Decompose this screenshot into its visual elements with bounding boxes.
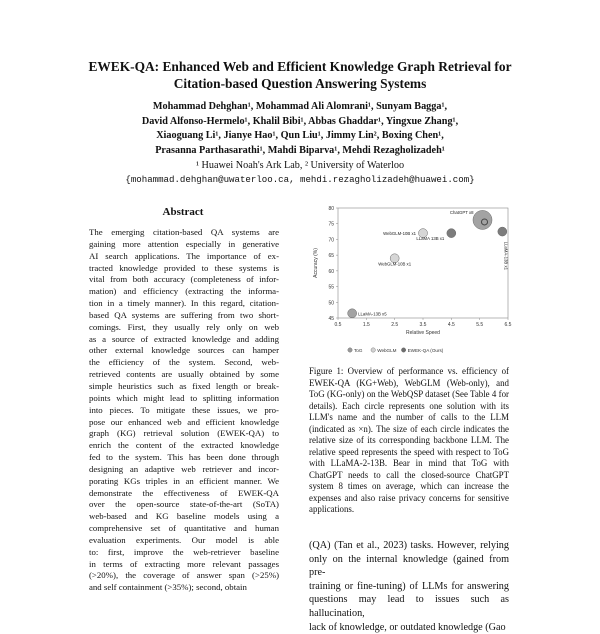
data-point [348, 309, 357, 318]
abstract-line: to: first, improve the web-retriever baseline [89, 546, 279, 557]
abstract-line: porating KGs triples in an efficient manner. We [89, 475, 279, 486]
x-tick-label: 5.5 [476, 322, 484, 328]
x-axis-label: Relative Speed [406, 330, 440, 336]
abstract-line: mation) and efficiency (extracting the informa- [89, 286, 279, 297]
abstract-line: The emerging citation-based QA systems are [89, 227, 279, 237]
y-tick-label: 80 [328, 206, 334, 212]
legend-marker [348, 348, 352, 352]
author-line-1: Mohammad Dehghan¹, Mohammad Ali Alomrani¹, Sunyam Bagga¹, [152, 101, 448, 112]
legend-label: EWEK-QA (Ours) [407, 348, 444, 353]
abstract-line: tion in a timely manner). In this regard, citation- [89, 298, 279, 309]
y-tick-label: 60 [328, 268, 334, 275]
abstract-line: and self containment (>35%); second, obtain [89, 582, 247, 593]
data-label: LLaMA-13B x1 [503, 241, 509, 271]
y-tick-label: 55 [328, 284, 334, 291]
abstract-line: the efficiency of the system. Second, web- [89, 357, 279, 368]
author-list [40, 100, 560, 158]
abstract-line: demonstrate the effectiveness of EWEK-QA [89, 487, 279, 498]
abstract-line: simple heuristics such as fixed length or break- [89, 380, 279, 391]
body-text-column2 [309, 539, 509, 634]
data-point [447, 229, 456, 238]
legend-label: ToG [354, 348, 363, 353]
abstract-line: comprehensive set of quantitative and human [89, 523, 279, 534]
abstract-line: retrieved contents are usually obtained by some [89, 369, 279, 380]
abstract-line: over the open-source state-of-the-art (SoTA) [89, 499, 279, 510]
abstract-line: graph (KG) retrieval solution (EWEK-QA) to [89, 428, 279, 439]
abstract-line: points which might lead to splitting information [89, 392, 279, 403]
y-axis-label: Accuracy (%) [313, 248, 319, 278]
body-text-line: training or fine-tuning) of LLMs for answering [309, 580, 509, 592]
abstract-line: into pieces. To mitigate these issues, we pro- [89, 404, 279, 415]
body-text-line: (QA) (Tan et al., 2023) tasks. However, relying [309, 540, 509, 551]
data-label: ChatGPT x8 [449, 209, 474, 215]
body-text-line: questions may lead to issues such as hallucination, [309, 594, 509, 619]
abstract-line: AI search applications. The importance of ex- [89, 250, 279, 261]
abstract-line: designing an adaptive web retriever and incor- [89, 463, 279, 474]
abstract-line: (>20%), the coverage of answer span (>25%) [89, 570, 279, 581]
abstract-line: fed to the system. This has been done through [89, 452, 279, 463]
contact-emails: {mohammad.dehghan@uwaterloo.ca, mehdi.rezagholizadeh@huawei.com} [125, 174, 475, 185]
title-line-2: Citation-based Question Answering Systems [173, 76, 427, 91]
legend-marker [401, 348, 405, 352]
abstract-line: other external knowledge sources can hamper [89, 345, 279, 356]
y-tick-label: 45 [328, 316, 334, 322]
x-tick-label: 0.5 [334, 322, 342, 328]
data-label: WebGLM-10B x1 [378, 261, 412, 267]
abstract-line: pose our enhanced web and efficient knowledge [89, 416, 279, 427]
x-tick-label: 6.5 [504, 322, 512, 328]
abstract-line: in terms of extracting more relevant passages [89, 558, 279, 569]
author-line-2: David Alfonso-Hermelo¹, Khalil Bibi¹, Abbas Ghaddar¹, Yingxue Zhang¹, [141, 115, 459, 127]
data-label: LLaMA-13B x5 [358, 311, 387, 317]
abstract-line: as a source of extracted knowledge and adding [89, 333, 279, 344]
author-line-3: Xiaoguang Li¹, Jianye Hao¹, Qun Liu¹, Jimmy Lin², Boxing Chen¹, [156, 130, 444, 142]
abstract-line: gaining more attention especially in generative [89, 238, 279, 249]
y-tick-label: 70 [328, 237, 334, 244]
abstract-line: web-based and KG baseline models using a [89, 511, 279, 522]
figure-caption: Figure 1: Overview of performance vs. efficiency of EWEK-QA (KG+Web), WebGLM (Web-only), and ToG (KG-only) on the WebQSP dataset (See Table 4 for details). Each circle represents one solution with its LLM's name and the number of calls to the LLM (indicated as ×n). The size of each circle indicates the relative size of its corresponding backbone LLM. The relative speed represents the speed with respect to ToG with LLaMA-2-13B. Bear in mind that ToG with ChatGPT needs to call the closed-source ChatGPT system 8 times on average, which can increase the expenses and also raise privacy concerns for sensitive applications. [309, 366, 509, 514]
affiliations: ¹ Huawei Noah's Ark Lab, ² University of Waterloo [195, 160, 405, 171]
author-line-4: Prasanna Parthasarathi¹, Mahdi Biparva¹, Mehdi Rezagholizadeh¹ [155, 144, 445, 156]
x-tick-label: 1.5 [362, 322, 370, 328]
y-tick-label: 50 [328, 300, 334, 307]
data-point [498, 227, 507, 236]
legend-marker [371, 348, 375, 352]
data-label: LLaMA 13B x1 [416, 236, 445, 242]
abstract-line: comings. First, they usually rely only on web [89, 321, 279, 332]
x-tick-label: 3.5 [419, 322, 427, 328]
abstract-heading: Abstract [162, 206, 204, 218]
y-tick-label: 75 [328, 221, 334, 228]
abstract-line: tracted knowledge provided to these systems is [89, 262, 279, 273]
y-tick-label: 65 [328, 253, 334, 260]
performance-efficiency-chart [308, 200, 520, 358]
abstract-body [89, 227, 279, 594]
title-line-1: EWEK-QA: Enhanced Web and Efficient Knowledge Graph Retrieval for [88, 59, 512, 74]
abstract-line: enrich the content of the extracted knowledge [89, 440, 279, 451]
legend-label: WebGLM [377, 348, 397, 353]
body-text-line: only on the internal knowledge (gained from pre- [309, 553, 509, 579]
paper-title [40, 58, 560, 92]
abstract-line: based QA systems are suffering from two short- [89, 309, 279, 320]
x-tick-label: 2.5 [391, 322, 399, 328]
abstract-line: evaluation experiments. Our model is able [89, 534, 279, 545]
data-label: WebGLM-10B x1 [383, 231, 416, 237]
abstract-line: vital from both accuracy (completeness of infor- [89, 274, 279, 285]
body-text-line: lack of knowledge, or outdated knowledge (Gao [309, 621, 506, 633]
x-tick-label: 4.5 [447, 322, 455, 328]
